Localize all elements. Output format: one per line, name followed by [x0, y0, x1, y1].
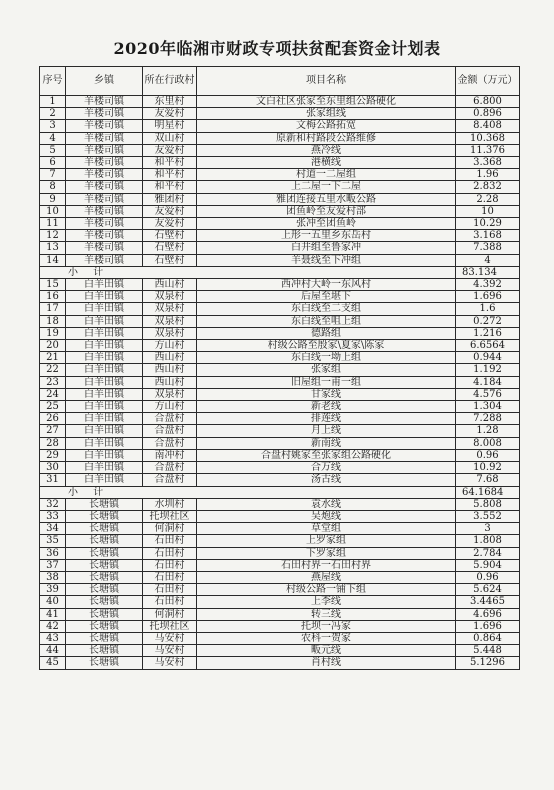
cell-village: 双山村	[143, 132, 197, 144]
table-row	[40, 474, 520, 486]
cell-no: 20	[40, 340, 66, 352]
cell-no: 17	[40, 303, 66, 315]
cell-amount: 8.008	[456, 437, 520, 449]
cell-no: 29	[40, 449, 66, 461]
cell-village: 和平村	[143, 157, 197, 169]
subtotal-amount: 83.134	[456, 266, 520, 278]
cell-amount: 10.368	[456, 132, 520, 144]
header-no: 序号	[40, 67, 66, 96]
cell-town: 长塘镇	[66, 645, 143, 657]
cell-no: 43	[40, 632, 66, 644]
cell-village: 方山村	[143, 340, 197, 352]
cell-village: 双泉村	[143, 291, 197, 303]
header-amount: 金额（万元）	[456, 67, 520, 96]
cell-project: 东白线至二支组	[197, 303, 456, 315]
table-row	[40, 437, 520, 449]
header-project: 项目名称	[197, 67, 456, 96]
cell-amount: 0.96	[456, 449, 520, 461]
cell-town: 羊楼司镇	[66, 254, 143, 266]
cell-town: 白羊田镇	[66, 327, 143, 339]
cell-village: 水圳村	[143, 498, 197, 510]
cell-amount: 2.784	[456, 547, 520, 559]
table-row	[40, 596, 520, 608]
cell-project: 农科一贺家	[197, 632, 456, 644]
cell-no: 1	[40, 96, 66, 108]
cell-project: 张家组线	[197, 108, 456, 120]
cell-no: 15	[40, 279, 66, 291]
table-row	[40, 401, 520, 413]
cell-amount: 3	[456, 523, 520, 535]
cell-no: 42	[40, 620, 66, 632]
table-header-row	[40, 67, 520, 96]
cell-town: 羊楼司镇	[66, 144, 143, 156]
cell-town: 白羊田镇	[66, 462, 143, 474]
cell-town: 长塘镇	[66, 657, 143, 669]
table-row	[40, 279, 520, 291]
cell-amount: 3.4465	[456, 596, 520, 608]
table-row	[40, 108, 520, 120]
cell-village: 友爱村	[143, 218, 197, 230]
cell-project: 畈元线	[197, 645, 456, 657]
cell-town: 羊楼司镇	[66, 108, 143, 120]
table-row	[40, 657, 520, 669]
table-row	[40, 303, 520, 315]
cell-amount: 10.92	[456, 462, 520, 474]
cell-amount: 10	[456, 205, 520, 217]
cell-village: 石田村	[143, 535, 197, 547]
subtotal-row	[40, 266, 520, 278]
table-row	[40, 388, 520, 400]
cell-village: 东里村	[143, 96, 197, 108]
cell-town: 羊楼司镇	[66, 120, 143, 132]
table-row	[40, 523, 520, 535]
cell-village: 托坝社区	[143, 620, 197, 632]
cell-no: 16	[40, 291, 66, 303]
cell-village: 双泉村	[143, 327, 197, 339]
cell-town: 白羊田镇	[66, 449, 143, 461]
cell-village: 西山村	[143, 352, 197, 364]
cell-no: 10	[40, 205, 66, 217]
cell-no: 24	[40, 388, 66, 400]
cell-amount: 5.624	[456, 584, 520, 596]
cell-no: 36	[40, 547, 66, 559]
table-row	[40, 96, 520, 108]
cell-village: 友爱村	[143, 205, 197, 217]
cell-no: 2	[40, 108, 66, 120]
cell-amount: 4	[456, 254, 520, 266]
cell-town: 白羊田镇	[66, 303, 143, 315]
table-row	[40, 242, 520, 254]
cell-village: 托坝社区	[143, 510, 197, 522]
table-row	[40, 340, 520, 352]
cell-amount: 5.448	[456, 645, 520, 657]
cell-town: 白羊田镇	[66, 352, 143, 364]
cell-village: 双泉村	[143, 303, 197, 315]
cell-village: 友爱村	[143, 108, 197, 120]
cell-amount: 7.68	[456, 474, 520, 486]
cell-town: 羊楼司镇	[66, 181, 143, 193]
cell-project: 村级公路至殷家\夏家\陈家	[197, 340, 456, 352]
cell-project: 雅团连接五里水畈公路	[197, 193, 456, 205]
table-row	[40, 218, 520, 230]
cell-amount: 2.28	[456, 193, 520, 205]
cell-project: 港横线	[197, 157, 456, 169]
table-row	[40, 425, 520, 437]
table-body	[40, 96, 520, 670]
document-title: 2020年临湘市财政专项扶贫配套资金计划表	[113, 39, 441, 58]
cell-project: 上形一五里乡东岳村	[197, 230, 456, 242]
cell-amount: 5.1296	[456, 657, 520, 669]
cell-village: 西山村	[143, 279, 197, 291]
cell-amount: 2.832	[456, 181, 520, 193]
table-row	[40, 376, 520, 388]
table-row	[40, 352, 520, 364]
cell-village: 南冲村	[143, 449, 197, 461]
cell-village: 和平村	[143, 181, 197, 193]
cell-town: 白羊田镇	[66, 437, 143, 449]
cell-village: 马安村	[143, 657, 197, 669]
cell-no: 40	[40, 596, 66, 608]
cell-village: 合盘村	[143, 437, 197, 449]
funding-table	[39, 66, 520, 670]
cell-village: 合盘村	[143, 425, 197, 437]
table-row	[40, 291, 520, 303]
cell-town: 长塘镇	[66, 523, 143, 535]
cell-project: 东白线一坳上组	[197, 352, 456, 364]
cell-village: 合盘村	[143, 474, 197, 486]
cell-amount: 8.408	[456, 120, 520, 132]
cell-town: 羊楼司镇	[66, 242, 143, 254]
table-row	[40, 205, 520, 217]
cell-town: 羊楼司镇	[66, 169, 143, 181]
cell-amount: 4.576	[456, 388, 520, 400]
table-row	[40, 364, 520, 376]
cell-no: 21	[40, 352, 66, 364]
cell-village: 合盘村	[143, 462, 197, 474]
cell-amount: 1.696	[456, 620, 520, 632]
cell-village: 何洞村	[143, 523, 197, 535]
cell-amount: 3.168	[456, 230, 520, 242]
cell-project: 合盘村姚家至张家组公路硬化	[197, 449, 456, 461]
cell-town: 羊楼司镇	[66, 218, 143, 230]
cell-no: 6	[40, 157, 66, 169]
cell-town: 白羊田镇	[66, 315, 143, 327]
cell-town: 长塘镇	[66, 620, 143, 632]
table-row	[40, 462, 520, 474]
cell-no: 37	[40, 559, 66, 571]
cell-no: 34	[40, 523, 66, 535]
cell-no: 30	[40, 462, 66, 474]
cell-amount: 5.904	[456, 559, 520, 571]
table-row	[40, 584, 520, 596]
table-row	[40, 559, 520, 571]
cell-town: 羊楼司镇	[66, 157, 143, 169]
cell-project: 东白线至咀上组	[197, 315, 456, 327]
subtotal-label: 小 计	[40, 266, 456, 278]
cell-no: 9	[40, 193, 66, 205]
cell-project: 上罗家组	[197, 535, 456, 547]
cell-project: 西冲村大岭一东风村	[197, 279, 456, 291]
cell-project: 上二屋一下二屋	[197, 181, 456, 193]
cell-project: 燕冷线	[197, 144, 456, 156]
cell-amount: 0.896	[456, 108, 520, 120]
cell-town: 白羊田镇	[66, 413, 143, 425]
table-row	[40, 230, 520, 242]
cell-village: 石田村	[143, 596, 197, 608]
cell-project: 草堂组	[197, 523, 456, 535]
table-row	[40, 327, 520, 339]
cell-no: 35	[40, 535, 66, 547]
cell-no: 7	[40, 169, 66, 181]
cell-town: 长塘镇	[66, 559, 143, 571]
cell-no: 25	[40, 401, 66, 413]
cell-village: 双泉村	[143, 388, 197, 400]
cell-village: 明星村	[143, 120, 197, 132]
cell-amount: 11.376	[456, 144, 520, 156]
cell-no: 14	[40, 254, 66, 266]
cell-no: 39	[40, 584, 66, 596]
cell-amount: 7.388	[456, 242, 520, 254]
cell-project: 转三线	[197, 608, 456, 620]
cell-village: 石壁村	[143, 242, 197, 254]
table-row	[40, 193, 520, 205]
cell-project: 村级公路一铺下组	[197, 584, 456, 596]
cell-village: 和平村	[143, 169, 197, 181]
cell-project: 团鱼岭至友爱村部	[197, 205, 456, 217]
cell-town: 羊楼司镇	[66, 193, 143, 205]
table-row	[40, 608, 520, 620]
cell-amount: 0.96	[456, 571, 520, 583]
cell-village: 石壁村	[143, 254, 197, 266]
table-row	[40, 413, 520, 425]
cell-town: 羊楼司镇	[66, 230, 143, 242]
cell-no: 27	[40, 425, 66, 437]
cell-village: 石田村	[143, 571, 197, 583]
cell-project: 新南线	[197, 437, 456, 449]
cell-town: 白羊田镇	[66, 364, 143, 376]
cell-no: 38	[40, 571, 66, 583]
cell-no: 32	[40, 498, 66, 510]
cell-village: 方山村	[143, 401, 197, 413]
cell-project: 白井组至鲁家冲	[197, 242, 456, 254]
cell-town: 白羊田镇	[66, 425, 143, 437]
cell-project: 吴炮线	[197, 510, 456, 522]
cell-amount: 4.392	[456, 279, 520, 291]
cell-village: 西山村	[143, 376, 197, 388]
cell-village: 石壁村	[143, 230, 197, 242]
cell-no: 5	[40, 144, 66, 156]
cell-amount: 1.808	[456, 535, 520, 547]
cell-project: 托坝一冯家	[197, 620, 456, 632]
cell-village: 雅团村	[143, 193, 197, 205]
cell-no: 28	[40, 437, 66, 449]
cell-no: 3	[40, 120, 66, 132]
cell-no: 4	[40, 132, 66, 144]
table-row	[40, 620, 520, 632]
cell-village: 西山村	[143, 364, 197, 376]
cell-project: 肖村线	[197, 657, 456, 669]
table-row	[40, 645, 520, 657]
cell-project: 村道一二屋组	[197, 169, 456, 181]
cell-no: 13	[40, 242, 66, 254]
cell-no: 22	[40, 364, 66, 376]
cell-amount: 3.552	[456, 510, 520, 522]
table-row	[40, 547, 520, 559]
cell-no: 33	[40, 510, 66, 522]
cell-amount: 0.944	[456, 352, 520, 364]
cell-town: 长塘镇	[66, 584, 143, 596]
cell-project: 汤古线	[197, 474, 456, 486]
cell-amount: 1.192	[456, 364, 520, 376]
cell-town: 长塘镇	[66, 632, 143, 644]
cell-project: 原新和村路段公路维修	[197, 132, 456, 144]
cell-project: 袁水线	[197, 498, 456, 510]
cell-project: 旧屋组一甫一组	[197, 376, 456, 388]
cell-village: 何洞村	[143, 608, 197, 620]
cell-village: 马安村	[143, 645, 197, 657]
cell-amount: 4.696	[456, 608, 520, 620]
cell-town: 羊楼司镇	[66, 96, 143, 108]
table-row	[40, 571, 520, 583]
cell-town: 羊楼司镇	[66, 132, 143, 144]
cell-project: 排莲线	[197, 413, 456, 425]
cell-project: 石田村界一石田村界	[197, 559, 456, 571]
cell-town: 白羊田镇	[66, 376, 143, 388]
cell-town: 羊楼司镇	[66, 205, 143, 217]
cell-amount: 1.304	[456, 401, 520, 413]
table-row	[40, 510, 520, 522]
cell-village: 合盘村	[143, 413, 197, 425]
cell-amount: 1.28	[456, 425, 520, 437]
cell-town: 白羊田镇	[66, 279, 143, 291]
cell-project: 羊聂线至下冲组	[197, 254, 456, 266]
subtotal-row	[40, 486, 520, 498]
cell-amount: 0.864	[456, 632, 520, 644]
table-row	[40, 315, 520, 327]
cell-town: 白羊田镇	[66, 340, 143, 352]
cell-no: 26	[40, 413, 66, 425]
cell-project: 德路组	[197, 327, 456, 339]
cell-town: 长塘镇	[66, 571, 143, 583]
cell-project: 合万线	[197, 462, 456, 474]
table-row	[40, 498, 520, 510]
table-row	[40, 132, 520, 144]
cell-town: 白羊田镇	[66, 401, 143, 413]
cell-no: 18	[40, 315, 66, 327]
cell-project: 后屋至堪下	[197, 291, 456, 303]
cell-amount: 4.184	[456, 376, 520, 388]
header-village: 所在行政村	[143, 67, 197, 96]
cell-amount: 6.800	[456, 96, 520, 108]
cell-town: 白羊田镇	[66, 474, 143, 486]
table-row	[40, 254, 520, 266]
table-row	[40, 535, 520, 547]
cell-project: 文白社区张家至东里组公路硬化	[197, 96, 456, 108]
cell-amount: 1.6	[456, 303, 520, 315]
cell-project: 张冲至团鱼岭	[197, 218, 456, 230]
cell-town: 长塘镇	[66, 498, 143, 510]
cell-project: 燕屋线	[197, 571, 456, 583]
table-row	[40, 157, 520, 169]
cell-amount: 5.808	[456, 498, 520, 510]
cell-no: 19	[40, 327, 66, 339]
cell-project: 下罗家组	[197, 547, 456, 559]
cell-village: 双泉村	[143, 315, 197, 327]
cell-town: 长塘镇	[66, 596, 143, 608]
cell-no: 8	[40, 181, 66, 193]
cell-village: 石田村	[143, 547, 197, 559]
cell-amount: 10.29	[456, 218, 520, 230]
cell-project: 月上线	[197, 425, 456, 437]
cell-amount: 6.6564	[456, 340, 520, 352]
cell-amount: 3.368	[456, 157, 520, 169]
cell-amount: 1.216	[456, 327, 520, 339]
cell-village: 马安村	[143, 632, 197, 644]
table-row	[40, 449, 520, 461]
cell-project: 上李线	[197, 596, 456, 608]
cell-project: 甘家线	[197, 388, 456, 400]
header-town: 乡镇	[66, 67, 143, 96]
cell-village: 友爱村	[143, 144, 197, 156]
cell-no: 23	[40, 376, 66, 388]
cell-town: 白羊田镇	[66, 388, 143, 400]
cell-amount: 0.272	[456, 315, 520, 327]
cell-project: 新老线	[197, 401, 456, 413]
cell-village: 石田村	[143, 584, 197, 596]
cell-no: 44	[40, 645, 66, 657]
table-row	[40, 169, 520, 181]
table-row	[40, 632, 520, 644]
cell-no: 12	[40, 230, 66, 242]
cell-project: 张家组	[197, 364, 456, 376]
cell-amount: 7.288	[456, 413, 520, 425]
cell-town: 白羊田镇	[66, 291, 143, 303]
cell-amount: 1.96	[456, 169, 520, 181]
cell-town: 长塘镇	[66, 547, 143, 559]
cell-no: 11	[40, 218, 66, 230]
cell-no: 41	[40, 608, 66, 620]
table-row	[40, 181, 520, 193]
cell-village: 石田村	[143, 559, 197, 571]
cell-town: 长塘镇	[66, 535, 143, 547]
subtotal-amount: 64.1684	[456, 486, 520, 498]
cell-town: 长塘镇	[66, 608, 143, 620]
subtotal-label: 小 计	[40, 486, 456, 498]
cell-town: 长塘镇	[66, 510, 143, 522]
cell-amount: 1.696	[456, 291, 520, 303]
cell-project: 文梅公路拓宽	[197, 120, 456, 132]
cell-no: 45	[40, 657, 66, 669]
cell-no: 31	[40, 474, 66, 486]
table-row	[40, 120, 520, 132]
table-row	[40, 144, 520, 156]
